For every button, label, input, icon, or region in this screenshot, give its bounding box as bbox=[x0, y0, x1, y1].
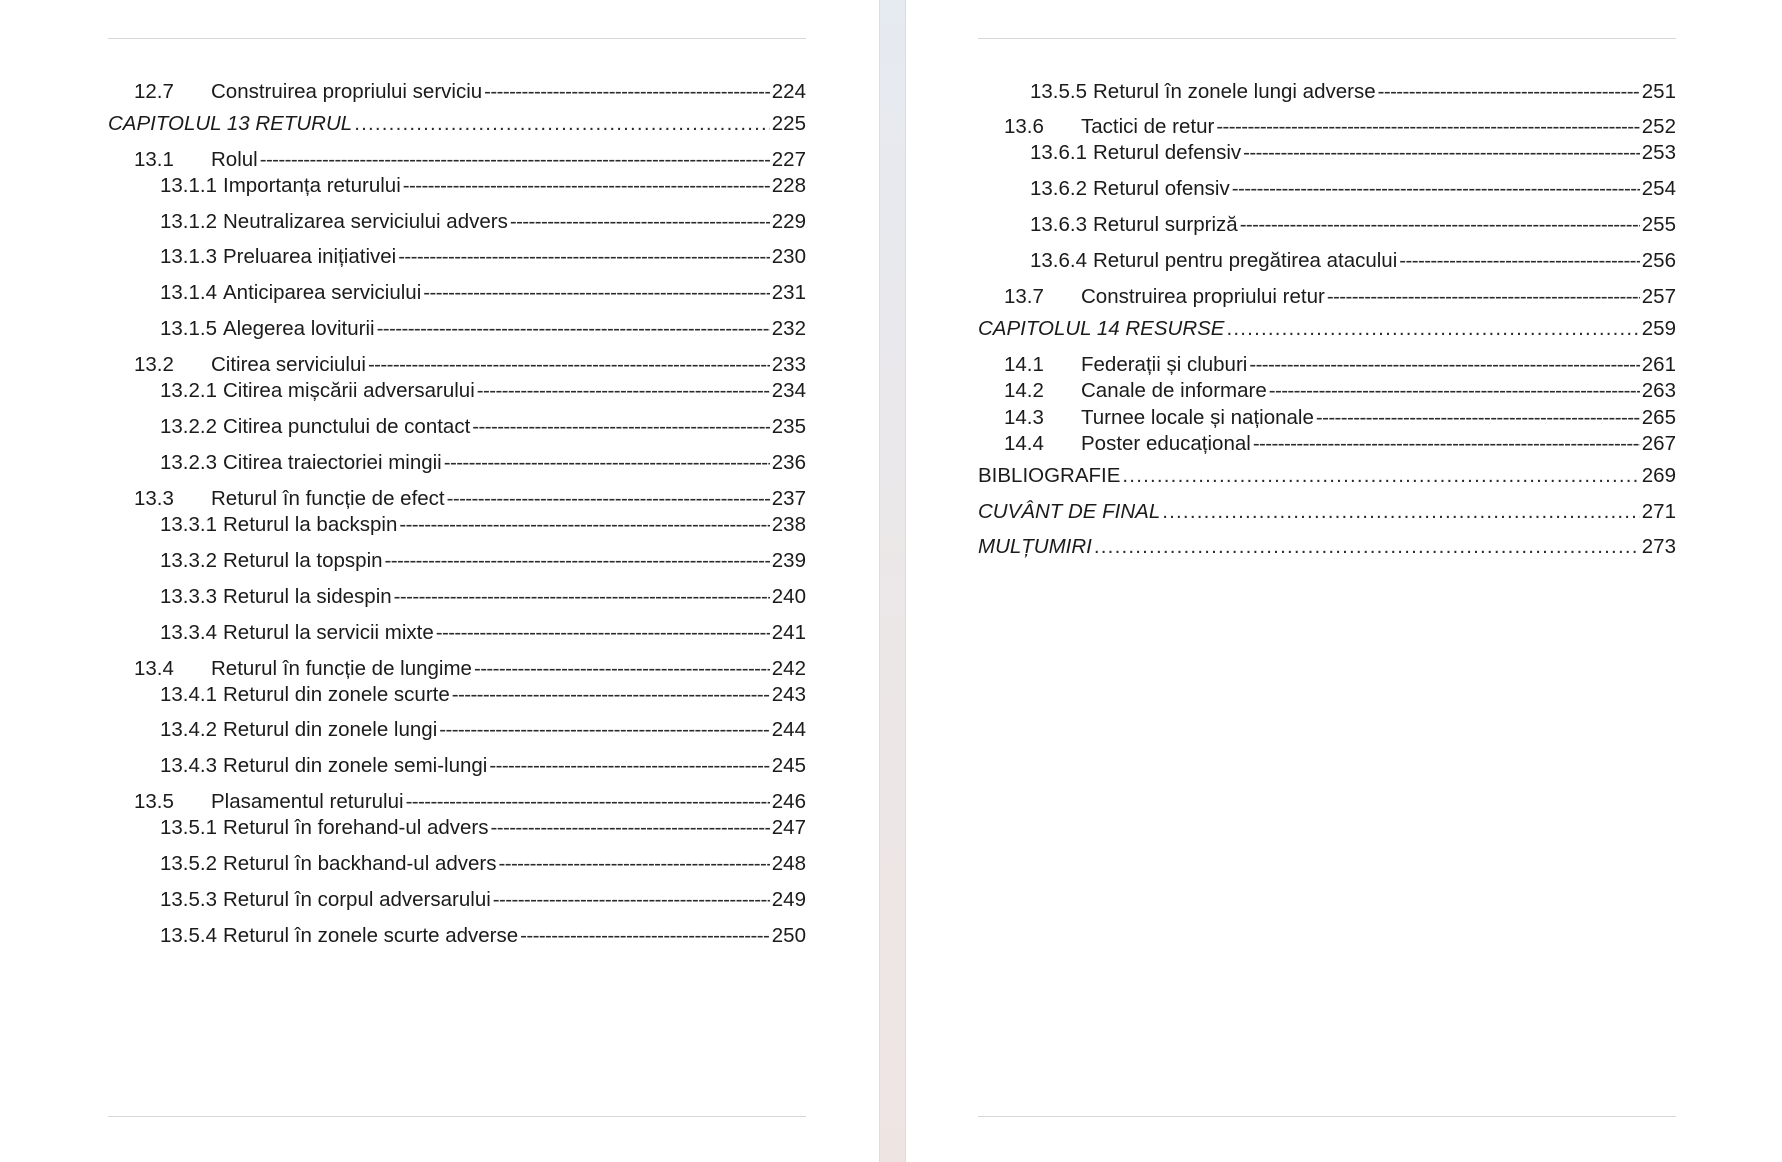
toc-leader bbox=[1269, 379, 1640, 403]
toc-page-number: 273 bbox=[1641, 535, 1676, 558]
toc-leader bbox=[499, 852, 770, 876]
toc-chapter-entry[interactable] bbox=[978, 315, 1676, 341]
toc-entry-number: 13.4.3 bbox=[160, 754, 217, 777]
toc-entry-number: 14.3 bbox=[1004, 406, 1044, 429]
toc-page-number: 239 bbox=[771, 549, 806, 572]
toc-leader bbox=[1316, 406, 1640, 430]
toc-entry[interactable] bbox=[160, 511, 806, 537]
toc-entry-title: Returul din zonele scurte bbox=[223, 683, 450, 706]
toc-entry-number: 13.6.4 bbox=[1030, 249, 1087, 272]
toc-entry[interactable] bbox=[1030, 175, 1676, 201]
toc-page-number: 247 bbox=[771, 816, 806, 839]
toc-entry-title: Anticiparea serviciului bbox=[223, 281, 422, 304]
toc-entry[interactable] bbox=[160, 377, 806, 403]
toc-entry[interactable] bbox=[1030, 78, 1676, 104]
toc-entry-number: 13.3.4 bbox=[160, 621, 217, 644]
toc-entry-title: Plasamentul returului bbox=[211, 790, 404, 813]
toc-page-number: 227 bbox=[771, 148, 806, 171]
top-margin-line bbox=[978, 38, 1676, 39]
toc-entry[interactable] bbox=[160, 243, 806, 269]
toc-leader bbox=[474, 657, 770, 681]
toc-page-number: 229 bbox=[771, 210, 806, 233]
toc-entry-title: CUVÂNT DE FINAL bbox=[978, 500, 1161, 523]
toc-entry[interactable] bbox=[134, 351, 806, 377]
toc-entry-number: 14.4 bbox=[1004, 432, 1044, 455]
toc-leader bbox=[1232, 177, 1640, 201]
toc-entry-title: Returul din zonele lungi bbox=[223, 718, 438, 741]
toc-leader bbox=[1327, 285, 1640, 309]
toc-entry-title: Returul la servicii mixte bbox=[223, 621, 434, 644]
toc-page-number: 238 bbox=[771, 513, 806, 536]
toc-entry-number: 12.7 bbox=[134, 80, 174, 103]
toc-entry[interactable] bbox=[1030, 139, 1676, 165]
toc-entry-number: 13.5.5 bbox=[1030, 80, 1087, 103]
toc-entry[interactable] bbox=[160, 681, 806, 707]
toc-entry-title: Citirea serviciului bbox=[211, 353, 366, 376]
toc-entry-number: 13.4 bbox=[134, 657, 174, 680]
toc-page-number: 235 bbox=[771, 415, 806, 438]
toc-page-number: 250 bbox=[771, 924, 806, 947]
toc-chapter-entry[interactable] bbox=[978, 533, 1676, 559]
toc-entry-number: 13.4.2 bbox=[160, 718, 217, 741]
toc-leader bbox=[472, 415, 770, 439]
toc-entry[interactable] bbox=[160, 583, 806, 609]
toc-entry[interactable] bbox=[160, 886, 806, 912]
toc-entry-title: Returul surpriză bbox=[1093, 213, 1238, 236]
toc-entry-title: Returul la backspin bbox=[223, 513, 398, 536]
toc-page-number: 261 bbox=[1641, 353, 1676, 376]
toc-entry-title: Preluarea inițiativei bbox=[223, 245, 397, 268]
toc-entry-title: BIBLIOGRAFIE bbox=[978, 464, 1121, 487]
toc-entry-title: Citirea traiectoriei mingii bbox=[223, 451, 442, 474]
toc-entry[interactable] bbox=[1004, 113, 1676, 139]
toc-leader bbox=[493, 888, 770, 912]
toc-page-number: 249 bbox=[771, 888, 806, 911]
toc-entry[interactable] bbox=[134, 655, 806, 681]
toc-page-number: 246 bbox=[771, 790, 806, 813]
toc-leader bbox=[1162, 500, 1640, 524]
toc-leader bbox=[1094, 535, 1640, 559]
toc-page-number: 228 bbox=[771, 174, 806, 197]
toc-entry-number: 13.7 bbox=[1004, 285, 1044, 308]
toc-entry[interactable] bbox=[160, 315, 806, 341]
toc-entry-title: Returul defensiv bbox=[1093, 141, 1242, 164]
toc-leader bbox=[423, 281, 770, 305]
toc-page-number: 271 bbox=[1641, 500, 1676, 523]
toc-entry-number: 13.5.3 bbox=[160, 888, 217, 911]
toc-entry[interactable] bbox=[160, 172, 806, 198]
toc-chapter-entry[interactable] bbox=[108, 110, 806, 136]
toc-entry-number: 13.6.2 bbox=[1030, 177, 1087, 200]
toc-page-number: 257 bbox=[1641, 285, 1676, 308]
toc-entry-title: Returul în zonele lungi adverse bbox=[1093, 80, 1376, 103]
toc-entry-title: Returul la topspin bbox=[223, 549, 383, 572]
toc-entry-number: 13.6.3 bbox=[1030, 213, 1087, 236]
toc-entry-title: Construirea propriului serviciu bbox=[211, 80, 483, 103]
toc-page-number: 254 bbox=[1641, 177, 1676, 200]
toc-chapter-entry[interactable] bbox=[978, 462, 1676, 488]
toc-page-number: 232 bbox=[771, 317, 806, 340]
toc-entry-number: 13.3.3 bbox=[160, 585, 217, 608]
toc-leader bbox=[1243, 141, 1640, 165]
toc-leader bbox=[403, 174, 770, 198]
toc-entry-number: 14.2 bbox=[1004, 379, 1044, 402]
toc-entry[interactable] bbox=[160, 716, 806, 742]
toc-entry-number: 13.2.3 bbox=[160, 451, 217, 474]
toc-entry-number: 13.4.1 bbox=[160, 683, 217, 706]
toc-leader bbox=[510, 210, 770, 234]
toc-leader bbox=[1226, 317, 1639, 341]
toc-page-number: 245 bbox=[771, 754, 806, 777]
toc-page-number: 231 bbox=[771, 281, 806, 304]
toc-entry-title: Citirea punctului de contact bbox=[223, 415, 471, 438]
toc-entry-number: 13.6 bbox=[1004, 115, 1044, 138]
toc-entry-number: 13.3.1 bbox=[160, 513, 217, 536]
toc-page-number: 233 bbox=[771, 353, 806, 376]
toc-page-number: 269 bbox=[1641, 464, 1676, 487]
toc-entry-number: 13.2.2 bbox=[160, 415, 217, 438]
toc-page-number: 267 bbox=[1641, 432, 1676, 455]
toc-entry[interactable] bbox=[1004, 377, 1676, 403]
toc-entry-title: Poster educațional bbox=[1081, 432, 1251, 455]
toc-leader bbox=[489, 754, 769, 778]
toc-leader bbox=[385, 549, 770, 573]
toc-leader bbox=[439, 718, 770, 742]
toc-leader bbox=[491, 816, 770, 840]
toc-entry-title: Construirea propriului retur bbox=[1081, 285, 1325, 308]
toc-entry[interactable] bbox=[134, 78, 806, 104]
toc-page-number: 256 bbox=[1641, 249, 1676, 272]
toc-entry[interactable] bbox=[160, 814, 806, 840]
top-margin-line bbox=[108, 38, 806, 39]
toc-entry-title: Returul în backhand-ul advers bbox=[223, 852, 497, 875]
toc-leader bbox=[260, 148, 770, 172]
toc-leader bbox=[452, 683, 770, 707]
toc-leader bbox=[354, 112, 770, 136]
toc-leader bbox=[520, 924, 770, 948]
toc-chapter-entry[interactable] bbox=[978, 498, 1676, 524]
toc-entry-number: 13.1.4 bbox=[160, 281, 217, 304]
toc-page-number: 263 bbox=[1641, 379, 1676, 402]
toc-entry-number: 13.1 bbox=[134, 148, 174, 171]
toc-page-number: 225 bbox=[771, 112, 806, 135]
toc-entry-number: 13.5.1 bbox=[160, 816, 217, 839]
toc-entry-title: Returul pentru pregătirea atacului bbox=[1093, 249, 1398, 272]
toc-page-number: 242 bbox=[771, 657, 806, 680]
toc-entry-title: Federații și cluburi bbox=[1081, 353, 1248, 376]
toc-entry-title: Returul în funcție de lungime bbox=[211, 657, 472, 680]
toc-entry[interactable] bbox=[1004, 283, 1676, 309]
toc-page-number: 241 bbox=[771, 621, 806, 644]
toc-entry-title: Citirea mișcării adversarului bbox=[223, 379, 475, 402]
toc-page-number: 252 bbox=[1641, 115, 1676, 138]
toc-entry-title: Turnee locale și naționale bbox=[1081, 406, 1314, 429]
toc-entry-title: CAPITOLUL 13 RETURUL bbox=[108, 112, 353, 135]
toc-entry-number: 13.1.5 bbox=[160, 317, 217, 340]
toc-entry-number: 13.3.2 bbox=[160, 549, 217, 572]
toc-entry[interactable] bbox=[160, 752, 806, 778]
toc-leader bbox=[444, 451, 770, 475]
toc-page-number: 230 bbox=[771, 245, 806, 268]
toc-page-number: 234 bbox=[771, 379, 806, 402]
toc-entry-number: 13.2.1 bbox=[160, 379, 217, 402]
toc-entry[interactable] bbox=[160, 850, 806, 876]
toc-entry[interactable] bbox=[1004, 404, 1676, 430]
toc-entry[interactable] bbox=[160, 208, 806, 234]
toc-entry-number: 13.1.1 bbox=[160, 174, 217, 197]
page-gutter bbox=[879, 0, 906, 1162]
right-page bbox=[906, 0, 1782, 1162]
toc-entry-title: Canale de informare bbox=[1081, 379, 1267, 402]
toc-entry-number: 13.1.3 bbox=[160, 245, 217, 268]
toc-page-number: 237 bbox=[771, 487, 806, 510]
toc-entry[interactable] bbox=[160, 619, 806, 645]
toc-entry-number: 13.6.1 bbox=[1030, 141, 1087, 164]
toc-leader bbox=[394, 585, 770, 609]
toc-page-number: 240 bbox=[771, 585, 806, 608]
toc-leader bbox=[1378, 80, 1640, 104]
toc-entry-title: Rolul bbox=[211, 148, 258, 171]
toc-leader bbox=[1216, 115, 1639, 139]
toc-entry-title: Returul în zonele scurte adverse bbox=[223, 924, 519, 947]
toc-leader bbox=[398, 245, 770, 269]
toc-leader bbox=[436, 621, 770, 645]
toc-entry[interactable] bbox=[160, 279, 806, 305]
toc-entry[interactable] bbox=[160, 413, 806, 439]
toc-entry[interactable] bbox=[134, 788, 806, 814]
toc-entry-number: 13.2 bbox=[134, 353, 174, 376]
toc-entry[interactable] bbox=[160, 547, 806, 573]
toc-leader bbox=[1240, 213, 1640, 237]
toc-leader bbox=[377, 317, 770, 341]
toc-entry[interactable] bbox=[160, 449, 806, 475]
toc-page-number: 259 bbox=[1641, 317, 1676, 340]
toc-leader bbox=[477, 379, 770, 403]
toc-entry[interactable] bbox=[1004, 351, 1676, 377]
toc-entry-number: 14.1 bbox=[1004, 353, 1044, 376]
bottom-margin-line bbox=[108, 1116, 806, 1117]
toc-entry[interactable] bbox=[134, 485, 806, 511]
toc-page-number: 251 bbox=[1641, 80, 1676, 103]
toc-leader bbox=[447, 487, 770, 511]
toc-leader bbox=[406, 790, 770, 814]
toc-leader bbox=[1122, 464, 1639, 488]
toc-entry-title: Returul din zonele semi-lungi bbox=[223, 754, 488, 777]
toc-entry-number: 13.5.4 bbox=[160, 924, 217, 947]
toc-entry[interactable] bbox=[134, 146, 806, 172]
toc-leader bbox=[484, 80, 770, 104]
toc-entry[interactable] bbox=[160, 922, 806, 948]
toc-entry-title: Returul în corpul adversarului bbox=[223, 888, 491, 911]
toc-page-number: 265 bbox=[1641, 406, 1676, 429]
toc-entry-title: Neutralizarea serviciului advers bbox=[223, 210, 508, 233]
toc-page-number: 248 bbox=[771, 852, 806, 875]
toc-page-number: 243 bbox=[771, 683, 806, 706]
toc-leader bbox=[368, 353, 770, 377]
toc-leader bbox=[1253, 432, 1640, 456]
toc-page-number: 236 bbox=[771, 451, 806, 474]
toc-entry[interactable] bbox=[1030, 247, 1676, 273]
toc-entry-number: 13.5 bbox=[134, 790, 174, 813]
toc-leader bbox=[1399, 249, 1640, 273]
toc-entry-title: Returul la sidespin bbox=[223, 585, 392, 608]
bottom-margin-line bbox=[978, 1116, 1676, 1117]
toc-page-number: 224 bbox=[771, 80, 806, 103]
toc-entry-number: 13.3 bbox=[134, 487, 174, 510]
toc-entry-title: CAPITOLUL 14 RESURSE bbox=[978, 317, 1225, 340]
toc-leader bbox=[1249, 353, 1639, 377]
toc-entry[interactable] bbox=[1004, 430, 1676, 456]
toc-entry-title: Alegerea loviturii bbox=[223, 317, 375, 340]
toc-entry-number: 13.5.2 bbox=[160, 852, 217, 875]
toc-entry-title: MULȚUMIRI bbox=[978, 535, 1092, 558]
toc-entry[interactable] bbox=[1030, 211, 1676, 237]
toc-entry-title: Returul în funcție de efect bbox=[211, 487, 445, 510]
toc-leader bbox=[399, 513, 769, 537]
toc-entry-title: Returul ofensiv bbox=[1093, 177, 1230, 200]
toc-entry-title: Returul în forehand-ul advers bbox=[223, 816, 489, 839]
toc-page-number: 253 bbox=[1641, 141, 1676, 164]
toc-entry-title: Importanța returului bbox=[223, 174, 401, 197]
toc-entry-number: 13.1.2 bbox=[160, 210, 217, 233]
toc-page-number: 244 bbox=[771, 718, 806, 741]
toc-entry-title: Tactici de retur bbox=[1081, 115, 1215, 138]
toc-page-number: 255 bbox=[1641, 213, 1676, 236]
left-page bbox=[0, 0, 879, 1162]
